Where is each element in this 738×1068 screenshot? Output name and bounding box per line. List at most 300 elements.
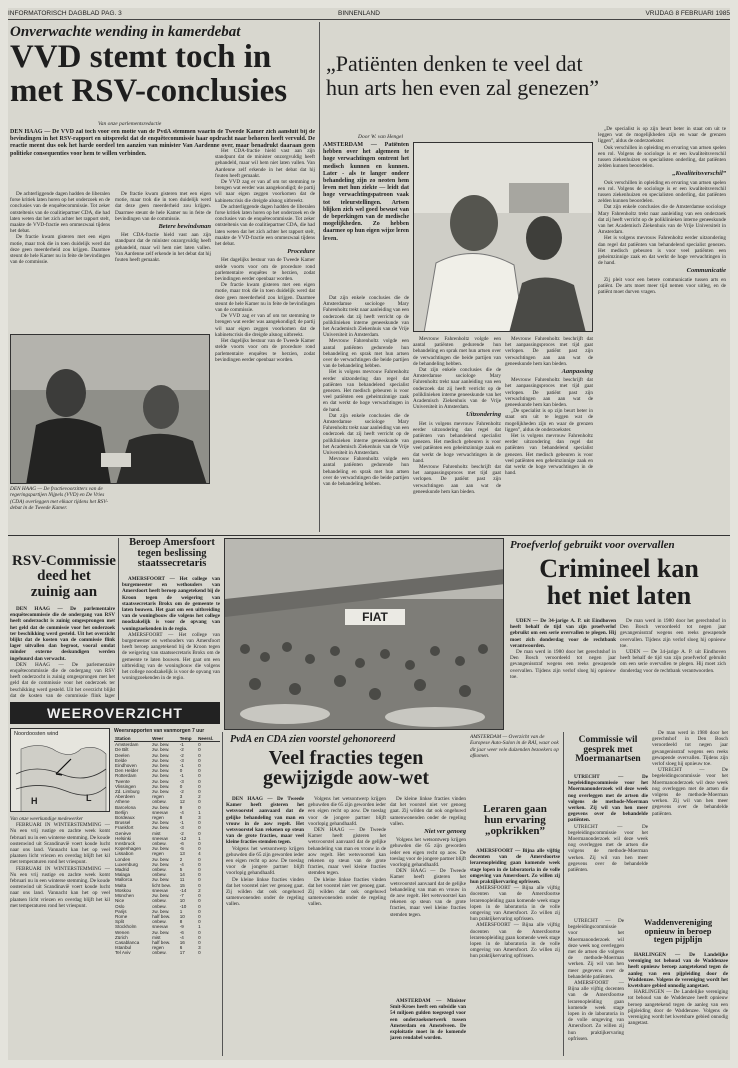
weather-cell: 8 <box>179 815 183 821</box>
weather-cell: -3 <box>179 778 184 784</box>
weather-cell: half bew. <box>152 913 171 919</box>
weather-cell: 2 <box>198 887 201 893</box>
weather-cell: onbew. <box>152 872 167 878</box>
aow-paragraph: DEN HAAG — De Tweede Kamer heeft gisteren het wetsvoorstel aanvaard dat de gelijke behandeling van man en vrouw in de aow regelt. Het wetsvoorstel kan rekenen op steun van de grote fracties, maar veel kleine fracties stemden tegen. <box>308 827 386 877</box>
weather-cell: 0 <box>198 820 201 826</box>
weather-cell: 0 <box>198 778 201 784</box>
rsv-paragraph: DEN HAAG — De parlementaire enquêtecommissie die de ondergang van RSV heeft onderzocht is zuinig omgesprongen met het geld dat de commissie voor het onderzoek ter beschikking werd gesteld. Uit het overzicht blijkt dat de kosten van de commissie flink lager <box>10 661 115 698</box>
amersfoort-paragraph: AMERSFOORT — Het college van burgemeester en wethouders van Amersfoort heeft beroep aangetekend bij de Kroon tegen de weigering van staatssecretaris Brokx om de gemeente te laten bouwen. Het gaat om een uitbreiding van de woningbouw die volgens het college noodzakelijk is voor de opvang van woningzoekenden in de regio. <box>122 631 220 682</box>
weather-cell: -9 <box>179 924 184 930</box>
artsen-subhead: „Kwaliteitsverschil” <box>672 170 726 178</box>
artsen-paragraph: Dat zijn enkele conclusies die de Amsterdamse sociologe Mary Fahrenholtz trekt naar aanleiding van een onderzoek dat zij heeft verricht op de poliklinieken interne geneeskunde van het Academisch Ziekenhuis van de Vrije Universiteit in Amsterdam. <box>598 204 726 236</box>
weather-cell: Oslo <box>115 903 125 909</box>
amersfoort-headline-line-3: staatssecretaris <box>137 558 207 570</box>
weather-cell: zw. bew. <box>152 757 170 763</box>
weather-cell: 0 <box>198 825 201 831</box>
weather-cell: zw. bew. <box>152 789 170 795</box>
crimineel-paragraph: De man werd in 1980 door het gerechtshof in Den Bosch veroordeeld tot negen jaar gevangenisstraf wegens een reeks gewapende overvallen. Tijdens zijn verlof sloeg hij opnieuw toe. <box>652 730 728 768</box>
auto-salon-caption: AMSTERDAM — Overzicht van de Europese Auto-Salon in de RAI, waar ook dit jaar weer vele duizenden bezoekers op afkomen. <box>470 734 559 759</box>
leraren-headline <box>470 804 560 838</box>
weather-cell: Malta <box>115 882 127 888</box>
weather-cell: 3 <box>179 794 183 800</box>
weather-cell: 1 <box>179 908 183 914</box>
wadden-headline-line-1: Waddenvereniging <box>643 917 713 927</box>
weather-cell: Innsbruck <box>115 841 135 847</box>
vvd-paragraph: De fractie kwam gisteren met een eigen motie, maar trok die in toen duidelijk werd dat deze geen meerderheid zou krijgen. Daarmee steunt de hele Kamer nu in feite de bevindingen van de commissie. <box>10 234 110 266</box>
column-divider <box>222 732 223 1056</box>
aow-paragraph: Volgens het wetsontwerp krijgen gehuwden die 65 zijn geworden ieder een eigen recht op aow. De toeslag voor de jongere partner blijft voorlopig gehandhaafd. <box>226 845 304 877</box>
weather-cell: Madrid <box>115 867 130 873</box>
aow-paragraph: DEN HAAG — De Tweede Kamer heeft gisteren het wetsvoorstel aanvaard dat de gelijke behandeling van man en vrouw in de aow regelt. Het wetsvoorstel kan rekenen op steun van de grote fracties, maar veel kleine fracties stemden tegen. <box>226 796 304 846</box>
weather-cell: 0 <box>198 747 201 753</box>
crimineel-paragraph: De man werd in 1980 door het gerechtshof in Den Bosch veroordeeld tot negen jaar gevangenisstraf wegens een reeks gewapende overvallen. Tijdens zijn verlof sloeg hij opnieuw toe. <box>620 618 726 649</box>
aow-headline-line-1: Veel fracties tegen <box>268 747 424 769</box>
weather-cell: zw. bew. <box>152 877 170 883</box>
artsen-column-3 <box>505 336 593 533</box>
aow-headline <box>226 748 466 789</box>
weather-cell: -14 <box>179 887 187 893</box>
weather-cell: regen <box>152 851 164 857</box>
weather-cell: zw. bew. <box>152 820 170 826</box>
leraren-headline-line-3: „opkrikken” <box>485 825 545 838</box>
weather-cell: zw. bew. <box>152 783 170 789</box>
weather-cell: Rotterdam <box>115 773 137 779</box>
weather-cell: half bew. <box>152 939 171 945</box>
weather-cell: 13 <box>179 851 185 857</box>
weather-cell: -1 <box>179 773 184 779</box>
weather-cell: -12 <box>179 835 187 841</box>
weather-cell: 0 <box>198 846 201 852</box>
weather-cell: zw. bew. <box>152 856 170 862</box>
weather-col-header: Neersl. <box>197 736 220 742</box>
weather-cell: Wenen <box>115 929 130 935</box>
weather-cell: 0 <box>198 783 201 789</box>
artsen-subhead: Aanpassing <box>561 368 593 376</box>
artsen-paragraph: Mevrouw Fahrenholtz beschrijft dat het aanpassingsproces met tijd gaat verlopen. De patiënt past zijn verwachtingen aan aan wat de geneeskunde hem kan bieden. <box>505 336 593 367</box>
artsen-byline: Door W. van Hengel <box>358 134 404 140</box>
weather-cell: 10 <box>179 913 185 919</box>
rsv-headline-line-2: deed het <box>37 568 91 585</box>
vvd-photo <box>10 334 210 484</box>
weather-cell: 0 <box>198 893 201 899</box>
weather-cell: 2 <box>179 856 183 862</box>
weather-paragraph: FEBRUARI IN WINTERSTEMMING — Nu een vrij rustige en zachte week komt februari nu in een winterse stemming. De koude oostenwind uit Scandinavië voert koude lucht naar ons land. Vannacht kan het op veel plaatsen licht vriezen en overdag blijft het kil met temperaturen rond het vriespunt. <box>10 822 110 866</box>
rsv-body <box>10 606 115 698</box>
artsen-subhead: Uitzondering <box>465 411 501 419</box>
aow-paragraph: De kleine linkse fracties vinden dat het voorstel niet ver genoeg gaat. Zij wilden dat ook ongehuwd samenwonenden onder de regeling vallen. <box>308 876 386 908</box>
leraren-paragraph: AMERSFOORT — Bijna alle vijftig docenten van de Amersfoortse lerarenopleiding gaan komende week stage lopen in de laboratoria in de volle omgeving van Amersfoort. Zo willen zij hun praktijkervaring opfrissen. <box>470 885 560 923</box>
weather-cell: zw. bew. <box>152 742 170 748</box>
leraren-headline-line-2: hun ervaring <box>484 814 546 827</box>
rai-paragraph: AMSTERDAM — Minister Smit-Kroes heeft een subsidie van 54 miljoen gulden toegezegd voor een onderzoeksnetwerk tussen Amsterdam en Amstelveen. De exploitatie moet in de komende jaren rendabel worden. <box>390 998 466 1042</box>
weather-cell: 0 <box>198 877 201 883</box>
aow-paragraph: De kleine linkse fracties vinden dat het voorstel niet ver genoeg gaat. Zij wilden dat ook ongehuwd samenwonenden onder de regeling vallen. <box>390 796 466 827</box>
weather-cell: mist <box>152 934 161 940</box>
weather-col-header: Station <box>114 736 151 742</box>
rsv-headline-line-1: RSV-Commissie <box>12 553 116 569</box>
artsen-paragraph: Mevrouw Fahrenholtz volgde een aantal patiënten gedurende hun behandeling en sprak met hun artsen over de verwachtingen die beide partijen van de behandeling hebben. <box>323 456 409 488</box>
moerman-paragraph: UTRECHT — De begeleidingscommissie voor het Moermanonderzoek wil deze week nog overleggen met de artsen die volgens de methode-Moerman werken. Zij wil van hen meer gegevens over de behandelde patiënten. <box>568 918 624 980</box>
weather-table-body <box>114 742 220 956</box>
vvd-paragraph: De achterliggende dagen hadden de liberalen forse kritiek laten horen op het onderzoek en de conclusies van de enquêtecommissie. Tot zeker ontsteltenis van de coalitiepartner CDA, die had laten weten dat het zich achter het rapport stelt, maakte de VVD-fractie een ommezwaai tijdens het debat. <box>215 203 315 248</box>
weather-cell: München <box>115 893 134 899</box>
weather-cell: zw. bew. <box>152 804 170 810</box>
vvd-paragraph: Het CDA-fractie hield vast aan zijn standpunt dat de minister onzorgvuldig heeft gehandeld, maar wil hem niet laten vallen. Van Aardenne zelf erkende in het debat dat hij fouten heeft gemaakt. <box>115 232 211 264</box>
weather-cell: 0 <box>198 861 201 867</box>
aow-kicker: PvdA en CDA zien voorstel gehonoreerd <box>230 734 396 745</box>
moerman-headline <box>568 736 648 765</box>
weather-cell: Aberdeen <box>115 794 135 800</box>
crimineel-paragraph: UDEN — De 34-jarige A. P. uit Eindhoven heeft behalf de tijd van zijn proefverlof gebruikt om een serie overvallen te plegen. Hij moet zich donderdag voor de rechtbank verantwoorden. <box>510 618 616 649</box>
artsen-paragraph: Ook verschillen in opleiding en ervaring van artsen spelen een rol. Volgens de sociologe is er een kwaliteitsverschil tussen ziekenhuizen en specialisten onderling, dat patiënten zelden kunnen beoordelen. <box>598 144 726 170</box>
weather-cell: Parijs <box>115 908 127 914</box>
weather-cell: -4 <box>179 861 184 867</box>
weather-cell: Split <box>115 919 124 925</box>
weather-cell: Twente <box>115 778 130 784</box>
vvd-subhead: Betere bewindsman <box>158 223 211 231</box>
weather-cell: -1 <box>179 742 184 748</box>
crowd-photo <box>225 539 504 730</box>
weather-cell: onbew. <box>152 903 167 909</box>
vvd-photo-caption: DEN HAAG — De fractievoorzitters van de regeringspartijen Nijpels (VVD) en De Vries (CDA) overleggen met elkaar tijdens het RSV-debat in de Tweede Kamer. <box>10 486 108 511</box>
weather-cell: Tel Aviv <box>115 950 131 956</box>
weather-cell: sneeuw <box>152 809 168 815</box>
weather-cell: 17 <box>179 950 185 956</box>
artsen-column-1 <box>323 295 409 533</box>
weather-cell: Lissabon <box>115 851 134 857</box>
weather-cell: regen <box>152 815 164 821</box>
weather-cell: 12 <box>179 799 185 805</box>
page-header <box>8 8 730 20</box>
leraren-paragraph: AMERSFOORT — Bijna alle vijftig docenten van de Amersfoortse lerarenopleiding gaan komende week stage lopen in de laboratoria in de volle omgeving van Amersfoort. Zo willen zij hun praktijkervaring opfrissen. <box>470 922 560 960</box>
weather-cell: 0 <box>198 872 201 878</box>
weather-cell: Athene <box>115 799 130 805</box>
artsen-headline <box>326 52 726 100</box>
weather-map-title: Noordoosten wind <box>14 731 59 737</box>
weather-cell: Zd. Limburg <box>115 789 140 795</box>
artsen-paragraph: Mevrouw Fahrenholtz beschrijft dat het aanpassingsproces met tijd gaat verlopen. De patiënt past zijn verwachtingen aan aan wat de geneeskunde hem kan bieden. <box>505 377 593 409</box>
weather-cell: 0 <box>198 867 201 873</box>
svg-text:FIAT: FIAT <box>362 610 388 624</box>
weather-cell: 0 <box>198 752 201 758</box>
leraren-paragraph: AMERSFOORT — Bijna alle vijftig docenten van de Amersfoortse lerarenopleiding gaan komende week stage lopen in de laboratoria in de volle omgeving van Amersfoort. Zo willen zij hun praktijkervaring opfrissen. <box>568 980 624 1042</box>
weather-cell: -6 <box>179 929 184 935</box>
weather-cell: zw. bew. <box>152 773 170 779</box>
weather-cell: 5 <box>179 867 183 873</box>
moerman-paragraph: UTRECHT — De begeleidingscommissie voor het Moermanonderzoek wil deze week nog overleggen met de artsen die volgens de methode-Moerman werken. Zij wil van hen meer gegevens over de behandelde patiënten. <box>652 767 728 817</box>
leraren-paragraph: AMERSFOORT — Bijna alle vijftig docenten van de Amersfoortse lerarenopleiding gaan komende week stage lopen in de laboratoria in de volle omgeving van Amersfoort. Zo willen zij hun praktijkervaring opfrissen. <box>470 848 560 886</box>
artsen-paragraph: Dat zijn enkele conclusies die de Amsterdamse sociologe Mary Fahrenholtz trekt naar aanleiding van een onderzoek dat zij heeft verricht op de poliklinieken interne geneeskunde van het Academisch Ziekenhuis van de Vrije Universiteit in Amsterdam. <box>413 367 501 411</box>
weather-cell: 0 <box>198 898 201 904</box>
crimineel-column-1 <box>510 618 616 726</box>
weather-map <box>10 728 110 812</box>
moerman-column-3 <box>568 918 624 1056</box>
vvd-byline: Van onze parlementsredactie <box>98 121 162 127</box>
column-divider <box>118 538 119 700</box>
weather-col-header: Weer <box>151 736 179 742</box>
weather-cell: 0 <box>198 768 201 774</box>
artsen-photo <box>413 142 593 332</box>
weather-cell: Barcelona <box>115 804 136 810</box>
vvd-column-1 <box>10 191 110 331</box>
weather-cell: regen <box>152 945 164 951</box>
vvd-column-3 <box>215 148 315 533</box>
weather-cell: 11 <box>179 877 185 883</box>
weather-cell: 0 <box>198 789 201 795</box>
weather-cell: -1 <box>179 820 184 826</box>
artsen-headline-line-2: hun arts hen even zal genezen” <box>326 75 600 100</box>
weather-cell: 0 <box>198 908 201 914</box>
weather-cell: 0 <box>198 929 201 935</box>
vvd-paragraph: De fractie kwam gisteren met een eigen motie, maar trok die in toen duidelijk werd dat deze geen meerderheid zou krijgen. Daarmee steunt de hele Kamer nu in feite de bevindingen van de commissie. <box>215 282 315 314</box>
weather-cell: -2 <box>179 789 184 795</box>
amersfoort-body <box>122 576 220 700</box>
weather-cell: zw. bew. <box>152 747 170 753</box>
wadden-headline-line-3: tegen pijplijn <box>653 934 703 945</box>
weather-cell: zw. bew. <box>152 825 170 831</box>
weather-cell: sneeuw <box>152 887 168 893</box>
weather-cell: Londen <box>115 856 131 862</box>
vvd-lead: DEN HAAG — De VVD zal toch voor een motie van de PvdA stemmen waarin de Tweede Kamer zich aansluit bij de bevindingen in het RSV-rapport en uitspreekt dat de enquêtecommissie haar opdracht naar behoren heeft vervuld. De reactie meent dus ook het harde oordeel ten aanzien van minister Van Aardenne over, maar benadrukt daaraan geen politieke consequenties voor hem te willen verbinden. <box>10 129 315 157</box>
section-divider <box>8 535 730 536</box>
crimineel-paragraph: UDEN — De 34-jarige A. P. uit Eindhoven heeft behalf de tijd van zijn proefverlof gebruikt om een serie overvallen te plegen. Hij moet zich donderdag voor de rechtbank verantwoorden. <box>620 649 726 674</box>
rai-body <box>390 998 466 1056</box>
artsen-subhead: Communicatie <box>686 267 726 275</box>
weather-cell: 0 <box>198 939 201 945</box>
weather-cell: onbew. <box>152 898 167 904</box>
weather-cell: 0 <box>179 768 183 774</box>
wadden-headline-line-2: opnieuw in beroep <box>644 925 712 936</box>
weather-cell: Deelen <box>115 752 130 758</box>
amersfoort-headline-line-2: tegen beslissing <box>137 547 207 559</box>
page-date: VRIJDAG 8 FEBRUARI 1985 <box>645 10 730 17</box>
artsen-paragraph: Mevrouw Fahrenholtz beschrijft dat het aanpassingsproces met tijd gaat verlopen. De patiënt past zijn verwachtingen aan aan wat de geneeskunde hem kan bieden. <box>413 464 501 495</box>
politicians-photo <box>11 335 210 484</box>
weather-cell: 0 <box>179 783 183 789</box>
weather-col-header: Temp <box>179 736 197 742</box>
weather-body <box>10 816 110 1056</box>
weather-cell: Amsterdam <box>115 742 139 748</box>
vvd-paragraph: De VVD zag er van af om tot stemming te brengen wat eerder was aangekondigd; de partij wil naar eigen zeggen voorkomen dat de kabinetscrisis die dreigde alsnog uitbreekt. <box>215 179 315 204</box>
weather-cell: 0 <box>198 742 201 748</box>
weather-cell: 0 <box>198 913 201 919</box>
crimineel-headline-line-2: het niet laten <box>546 580 692 610</box>
weather-cell: Eindhoven <box>115 763 137 769</box>
weather-cell: -1 <box>179 763 184 769</box>
weather-cell: 0 <box>198 919 201 925</box>
rsv-headline <box>10 554 118 600</box>
aow-paragraph: DEN HAAG — De Tweede Kamer heeft gisteren het wetsvoorstel aanvaard dat de gelijke behandeling van man en vrouw in de aow regelt. Het wetsvoorstel kan rekenen op steun van de grote fracties, maar veel kleine fracties stemden tegen. <box>390 868 466 918</box>
artsen-column-4 <box>598 126 726 533</box>
artsen-paragraph: Het is volgens mevrouw Fahrenholtz eerder uitzondering dan regel dat patiënten van behandelend specialist genezen. Het medisch gebeuren is voor veel patiënten een geheimzinnige zaak en dat werkt de hoge verwachtingen in de hand. <box>505 433 593 477</box>
leraren-body <box>470 848 560 1056</box>
weather-cell: -3 <box>179 757 184 763</box>
column-divider <box>563 732 564 1056</box>
wadden-body <box>628 952 728 1056</box>
vvd-paragraph: Het dagelijks bestuur van de Tweede Kamer stelde voorts voor om de procedure rond parlementaire enquêtes te herzien, zodat bevindingen eerder openbaar worden. <box>215 257 315 283</box>
artsen-paragraph: Ook verschillen in opleiding en ervaring van artsen spelen een rol. Volgens de sociologe is er een kwaliteitsverschil tussen ziekenhuizen en specialisten onderling, dat patiënten zelden kunnen beoordelen. <box>598 179 726 205</box>
weather-cell: Berlijn <box>115 809 128 815</box>
weather-cell: 3 <box>198 945 201 951</box>
weather-cell: onbew. <box>152 799 167 805</box>
weather-cell: 9 <box>179 804 183 810</box>
weather-cell: 15 <box>179 882 185 888</box>
section-title: BINNENLAND <box>338 10 380 17</box>
weather-cell: Bordeaux <box>115 815 135 821</box>
weather-cell: Frankfort <box>115 825 134 831</box>
weather-cell: onbew. <box>152 867 167 873</box>
moerman-body <box>568 774 648 914</box>
weather-cell: 1 <box>198 835 201 841</box>
column-divider <box>319 22 320 532</box>
weather-cell: -2 <box>179 830 184 836</box>
artsen-column-2 <box>413 336 501 533</box>
weather-cell: sneeuw <box>152 835 168 841</box>
weather-cell: Moskou <box>115 887 132 893</box>
weather-cell: Casablanca <box>115 939 140 945</box>
artsen-paragraph: „De specialist is op zijn beurt beter in staat om uit te leggen wat de mogelijkheden zijn en waar de grenzen liggen”, aldus de onderzoekster. <box>598 126 726 145</box>
crimineel-kicker: Proefverlof gebruikt voor overvallen <box>510 539 675 551</box>
weather-cell: 0 <box>198 763 201 769</box>
weather-cell: -4 <box>179 934 184 940</box>
weather-cell: zw. bew. <box>152 768 170 774</box>
weather-cell: Kopenhagen <box>115 846 142 852</box>
weather-cell: 0 <box>198 950 201 956</box>
weather-body-title: Van onze weerkundige medewerker <box>10 816 84 822</box>
weather-cell: Stockholm <box>115 924 137 930</box>
moerman-column-2 <box>652 730 728 914</box>
moerman-headline-line-3: Moermanartsen <box>575 754 641 765</box>
weather-map-icon <box>11 729 110 812</box>
weather-cell: licht bew. <box>152 882 171 888</box>
svg-text:H: H <box>31 796 38 806</box>
weather-cell: -6 <box>179 841 184 847</box>
weather-cell: De Bilt <box>115 747 129 753</box>
artsen-paragraph: Dat zijn enkele conclusies die de Amsterdamse sociologe Mary Fahrenholtz trekt naar aanleiding van een onderzoek dat zij heeft verricht op de poliklinieken interne geneeskunde van het Academisch Ziekenhuis van de Vrije Universiteit in Amsterdam. <box>323 295 409 339</box>
weather-cell: zw. bew. <box>152 763 170 769</box>
weather-cell: 0 <box>198 773 201 779</box>
weather-cell: zw. bew. <box>152 778 170 784</box>
weather-cell: 2 <box>198 794 201 800</box>
aow-column-1 <box>226 796 304 1056</box>
vvd-kicker: Onverwachte wending in kamerdebat <box>10 24 241 40</box>
weather-cell: 1 <box>198 924 201 930</box>
weather-cell: 0 <box>198 856 201 862</box>
weather-cell: Mallorca <box>115 877 133 883</box>
weather-cell: Eelde <box>115 757 127 763</box>
amersfoort-headline-line-1: Beroep Amersfoort <box>129 537 215 548</box>
weather-banner: WEEROVERZICHT <box>10 702 220 724</box>
artsen-paragraph: Dat zijn enkele conclusies die de Amsterdamse sociologe Mary Fahrenholtz trekt naar aanleiding van een onderzoek dat zij heeft verricht op de poliklinieken interne geneeskunde van het Academisch Ziekenhuis van de Vrije Universiteit in Amsterdam. <box>323 412 409 457</box>
weather-cell: Brussel <box>115 820 131 826</box>
crimineel-paragraph: De man werd in 1980 door het gerechtshof in Den Bosch veroordeeld tot negen jaar gevangenisstraf wegens een reeks gewapende overvallen. Tijdens zijn verlof sloeg hij opnieuw toe. <box>510 649 616 680</box>
crimineel-column-2 <box>620 618 726 726</box>
weather-table-panel <box>114 728 220 1056</box>
newspaper-page <box>8 8 730 1060</box>
vvd-paragraph: De fractie kwam gisteren met een eigen motie, maar trok die in toen duidelijk werd dat deze geen meerderheid zou krijgen. Daarmee steunt de hele Kamer nu in feite de bevindingen van de commissie. <box>115 191 211 222</box>
artsen-lead: AMSTERDAM — Patiënten hebben over het algemeen te hoge verwachtingen omtrent het medisch kunnen en kunnen. Later - als te langer ondeer behandeling zijn zo neoten hem leven met hun ziekte — leidt dat hoge verwachtingspatroon vaak tot teleurstellingen. Artsen blijken zich wel goed bewust van de beperkingen van de medische mogelijkheden. Zo hebben daarmee op hun eigen wijze leren leven. <box>323 142 409 242</box>
moerman-paragraph: UTRECHT — De begeleidingscommissie voor het Moermanonderzoek wil deze week nog overleggen met de artsen die volgens de methode-Moerman werken. Zij wil van hen meer gegevens over de behandelde patiënten. <box>568 823 648 874</box>
artsen-paragraph: Het is volgens mevrouw Fahrenholtz eerder uitzondering dan regel dat patiënten van behandelend specialist genezen. Het medisch gebeuren is voor veel patiënten een geheimzinnige zaak en dat werkt de hoge verwachtingen in de hand. <box>323 369 409 413</box>
weather-cell: -5 <box>179 846 184 852</box>
artsen-paragraph: Het is volgens mevrouw Fahrenholtz eerder uitzondering dan regel dat patiënten van behandelend specialist genezen. Het medisch gebeuren is voor veel patiënten een geheimzinnige zaak en dat werkt de hoge verwachtingen in de hand. <box>413 420 501 464</box>
weather-cell: Zürich <box>115 934 128 940</box>
weather-cell: onbew. <box>152 841 167 847</box>
weather-paragraph: FEBRUARI IN WINTERSTEMMING — Nu een vrij rustige en zachte week komt februari nu in een winterse stemming. De koude oostenwind uit Scandinavië voert koude lucht naar ons land. Vannacht kan het op veel plaatsen licht vriezen en overdag blijft het kil met temperaturen rond het vriespunt. <box>10 865 110 909</box>
weather-cell: onbew. <box>152 950 167 956</box>
svg-text:L: L <box>86 793 92 803</box>
weather-row <box>114 950 220 955</box>
artsen-paragraph: Mevrouw Fahrenholtz volgde een aantal patiënten gedurende hun behandeling en sprak met hun artsen over de verwachtingen die beide partijen van de behandeling hebben. <box>323 338 409 370</box>
aow-column-2 <box>308 796 386 1056</box>
weather-cell: Vlissingen <box>115 783 136 789</box>
moerman-headline-line-1: Commissie wil <box>578 735 638 745</box>
aow-subhead: Niet ver genoeg <box>424 828 466 836</box>
weather-cell: Luxemburg <box>115 861 138 867</box>
weather-cell: 0 <box>198 830 201 836</box>
weather-cell: 0 <box>198 882 201 888</box>
weather-cell: zw. bew. <box>152 861 170 867</box>
aow-column-3 <box>390 796 466 996</box>
crimineel-headline-line-1: Crimineel kan <box>539 554 699 583</box>
weather-cell: -7 <box>179 893 184 899</box>
weather-cell: 0 <box>198 757 201 763</box>
weather-cell: 10 <box>179 898 185 904</box>
aow-headline-line-2: gewijzigde aow-wet <box>262 767 430 790</box>
page-header-left: INFORMATORISCH DAGBLAD PAG. 3 <box>8 10 122 17</box>
moerman-paragraph: UTRECHT — De begeleidingscommissie voor het Moermanonderzoek wil deze week nog overleggen met de artsen die volgens de methode-Moerman werken. Zij wil van hen meer gegevens over de behandelde patiënten. <box>568 774 648 824</box>
weather-cell: onbew. <box>152 919 167 925</box>
weather-cell: 0 <box>198 799 201 805</box>
weather-cell: zw. bew. <box>152 893 170 899</box>
wadden-paragraph: HARLINGEN — De Landelijke vereniging tot behoud van de Waddenzee heeft opnieuw beroep aangetekend tegen de aanleg van een pijpleiding door de Waddenzee. Volgens de vereniging wordt het kwetsbare gebied onnodig aangetast. <box>628 952 728 990</box>
vvd-column-2 <box>115 191 211 331</box>
weather-cell: Den Helder <box>115 768 139 774</box>
weather-table-title: Weersrapporten van vanmorgen 7 uur <box>114 728 205 734</box>
vvd-headline-line-1: VVD stemt toch in <box>10 39 272 75</box>
weather-cell: Rome <box>115 913 128 919</box>
weather-cell: Helsinki <box>115 835 132 841</box>
artsen-paragraph: Zij pleit voor een betere communicatie tussen arts en patiënt. De arts moet meer tijd nemen voor uitleg, en de patiënt moet durven vragen. <box>598 276 726 296</box>
rsv-paragraph: DEN HAAG — De parlementaire enquêtecommissie die de ondergang van RSV heeft onderzocht is zuinig omgesprongen met het geld dat de commissie voor het onderzoek ter beschikking werd gesteld. Uit het overzicht blijkt dat de kosten van de commissie flink lager uitvallen dan begroot, vooral omdat minder externe deskundigen werden ingehuurd dan verwacht. <box>10 606 115 662</box>
aow-paragraph: Volgens het wetsontwerp krijgen gehuwden die 65 zijn geworden ieder een eigen recht op aow. De toeslag voor de jongere partner blijft voorlopig gehandhaafd. <box>308 796 386 827</box>
weather-cell: -4 <box>179 809 184 815</box>
weather-cell: Istanbul <box>115 945 132 951</box>
weather-cell: zw. bew. <box>152 929 170 935</box>
weather-cell: 6 <box>179 945 183 951</box>
artsen-headline-line-1: „Patiënten denken te veel dat <box>326 51 583 76</box>
artsen-paragraph: Mevrouw Fahrenholtz volgde een aantal patiënten gedurende hun behandeling en sprak met hun artsen over de verwachtingen die beide partijen van de behandeling hebben. <box>413 336 501 367</box>
weather-cell: Genève <box>115 830 132 836</box>
vvd-paragraph: De achterliggende dagen hadden de liberalen forse kritiek laten horen op het onderzoek en de conclusies van de enquêtecommissie. Tot zeker ontsteltenis van de coalitiepartner CDA, die had laten weten dat het zich achter het rapport stelt, maakte de VVD-fractie een ommezwaai tijdens het debat. <box>10 191 110 235</box>
weather-cell: 0 <box>198 934 201 940</box>
wadden-paragraph: HARLINGEN — De Landelijke vereniging tot behoud van de Waddenzee heeft opnieuw beroep aangetekend tegen de aanleg van een pijpleiding door de Waddenzee. Volgens de vereniging wordt het kwetsbare gebied onnodig aangetast. <box>628 989 728 1027</box>
weather-cell: 4 <box>198 851 201 857</box>
artsen-paragraph: „De specialist is op zijn beurt beter in staat om uit te leggen wat de mogelijkheden zijn en waar de grenzen liggen”, aldus de onderzoekster. <box>505 408 593 433</box>
weather-cell: -2 <box>179 752 184 758</box>
weather-cell: zw. bew. <box>152 752 170 758</box>
vvd-paragraph: Het dagelijks bestuur van de Tweede Kamer stelde voorts voor om de procedure rond parlementaire enquêtes te herzien, zodat bevindingen eerder openbaar worden. <box>215 338 315 363</box>
weather-cell: zw. bew. <box>152 908 170 914</box>
weather-cell: 1 <box>198 809 201 815</box>
weather-cell: -2 <box>179 747 184 753</box>
vvd-paragraph: Het CDA-fractie hield vast aan zijn standpunt dat de minister onzorgvuldig heeft gehandeld, maar wil hem niet laten vallen. Van Aardenne zelf erkende in het debat dat hij fouten heeft gemaakt. <box>215 148 315 179</box>
weather-cell: sneeuw <box>152 924 168 930</box>
rsv-headline-line-3: zuinig aan <box>30 583 98 600</box>
artsen-paragraph: Het is volgens mevrouw Fahrenholtz eerder uitzondering dan regel dat patiënten van behandelend specialist genezen. Het medisch gebeuren is voor veel patiënten een geheimzinnige zaak en dat werkt de hoge verwachtingen in de hand. <box>598 235 726 267</box>
weather-cell: 0 <box>198 804 201 810</box>
amersfoort-paragraph: AMERSFOORT — Het college van burgemeester en wethouders van Amersfoort heeft beroep aangetekend bij de Kroon tegen de weigering van staatssecretaris Brokx om de gemeente te laten bouwen. Het gaat om een uitbreiding van de woningbouw die volgens het college noodzakelijk is voor de opvang van woningzoekenden in de regio. <box>122 576 220 632</box>
